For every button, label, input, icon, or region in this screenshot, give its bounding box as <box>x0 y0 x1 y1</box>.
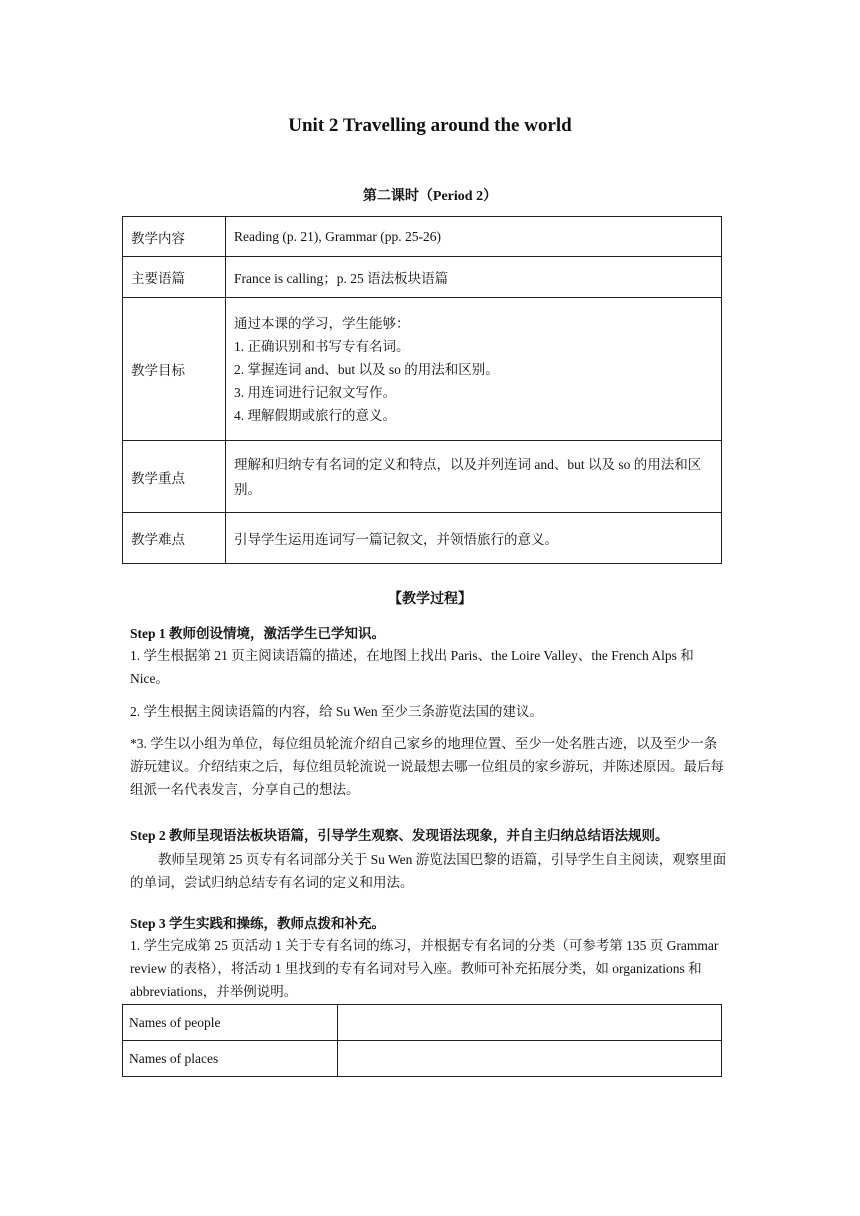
goals-intro: 通过本课的学习，学生能够： <box>234 315 410 331</box>
focus-label: 教学重点 <box>123 441 226 513</box>
process-title: 【教学过程】 <box>388 592 472 607</box>
goal-item: 2. 掌握连词 and、but 以及 so 的用法和区别。 <box>234 361 499 377</box>
page-title: Unit 2 Travelling around the world <box>288 115 572 136</box>
table-row <box>123 441 722 513</box>
focus-value: 理解和归纳专有名词的定义和特点，以及并列连词 and、but 以及 so 的用法和区别。 <box>226 441 722 513</box>
names-of-places-label: Names of places <box>123 1041 338 1077</box>
step1-item-1: 1. 学生根据第 21 页主阅读语篇的描述，在地图上找出 Paris、the Loire Valley、the French Alps 和 Nice。 <box>130 648 694 686</box>
text-value: France is calling；p. 25 语法板块语篇 <box>226 257 722 298</box>
difficulty-value: 引导学生运用连词写一篇记叙文，并领悟旅行的意义。 <box>226 513 722 564</box>
table-row <box>123 1041 722 1077</box>
difficulty-label: 教学难点 <box>123 513 226 564</box>
step1-heading: Step 1 教师创设情境，激活学生已学知识。 <box>130 626 386 641</box>
proper-noun-table <box>122 1004 722 1077</box>
table-row <box>123 1005 722 1041</box>
text-label: 主要语篇 <box>123 257 226 298</box>
step1-item-3: *3. 学生以小组为单位，每位组员轮流介绍自己家乡的地理位置、至少一处名胜古迹，以及至少一条游玩建议。介绍结束之后，每位组员轮流说一说最想去哪一位组员的家乡游玩，并陈述原因。最后每组派一名代表发言，分享自己的想法。 <box>130 736 724 797</box>
content-value: Reading (p. 21), Grammar (pp. 25-26) <box>226 217 722 257</box>
lesson-info-table <box>122 216 722 564</box>
goal-item: 3. 用连词进行记叙文写作。 <box>234 384 396 400</box>
step1-item-2: 2. 学生根据主阅读语篇的内容，给 Su Wen 至少三条游览法国的建议。 <box>130 704 544 719</box>
goals-list <box>226 298 722 441</box>
table-row <box>123 298 722 441</box>
step2-heading: Step 2 教师呈现语法板块语篇，引导学生观察、发现语法现象，并自主归纳总结语法规则。 <box>130 828 669 843</box>
period-subtitle: 第二课时（Period 2） <box>362 189 498 204</box>
step3-heading: Step 3 学生实践和操练，教师点拨和补充。 <box>130 916 386 931</box>
step2-body: 教师呈现第 25 页专有名词部分关于 Su Wen 游览法国巴黎的语篇，引导学生自主阅读，观察里面的单词，尝试归纳总结专有名词的定义和用法。 <box>130 852 727 890</box>
table-row <box>123 257 722 298</box>
names-of-people-cell <box>338 1005 722 1041</box>
step3-item-1: 1. 学生完成第 25 页活动 1 关于专有名词的练习，并根据专有名词的分类（可参考第 135 页 Grammar review 的表格），将活动 1 里找到的专有名词对号入座。教师可补充拓展分类，如 organizations 和 abbreviations，并举例说明。 <box>130 938 719 999</box>
names-of-people-label: Names of people <box>123 1005 338 1041</box>
names-of-places-cell <box>338 1041 722 1077</box>
goals-label: 教学目标 <box>123 298 226 441</box>
table-row <box>123 513 722 564</box>
goal-item: 4. 理解假期或旅行的意义。 <box>234 407 396 423</box>
goal-item: 1. 正确识别和书写专有名词。 <box>234 338 410 354</box>
content-label: 教学内容 <box>123 217 226 257</box>
table-row <box>123 217 722 257</box>
